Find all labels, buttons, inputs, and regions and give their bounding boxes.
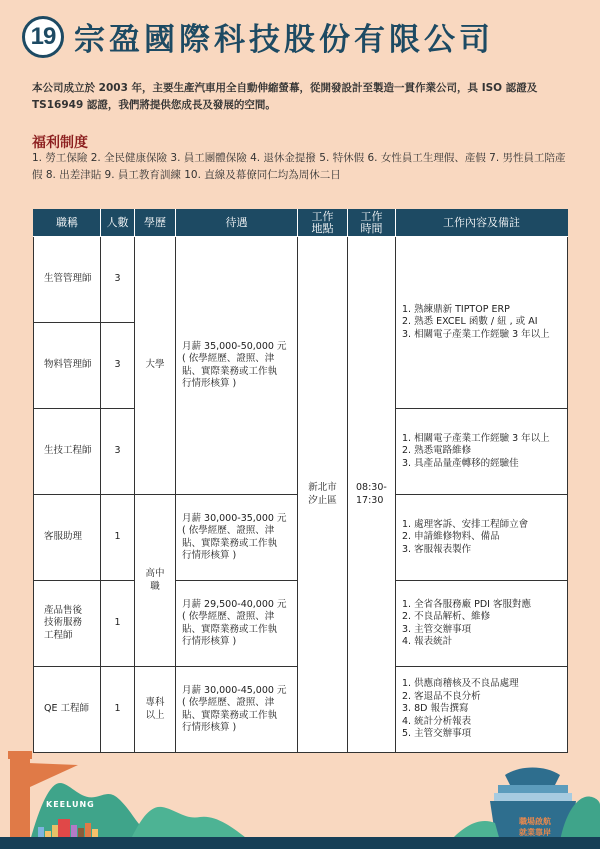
- description-line: 5. 主管交辦事項: [402, 728, 472, 740]
- ship-slogan-l1: 職場啟航: [519, 817, 551, 826]
- header-salary: 待遇: [176, 209, 298, 237]
- header-title: 職稱: [34, 209, 101, 237]
- salary-note: 行情形核算 ): [182, 550, 237, 561]
- salary-note: 行情形核算 ): [182, 636, 237, 647]
- salary-amount: 月薪 35,000-50,000 元: [182, 340, 287, 352]
- job-count: 3: [101, 237, 135, 323]
- salary-cell: [176, 237, 298, 495]
- job-title: 客服助理: [34, 495, 101, 581]
- salary-cell: [176, 667, 298, 753]
- page-header: [22, 14, 494, 59]
- location-l2: 汐止區: [308, 494, 337, 506]
- description-line: 3. 8D 報告撰寫: [402, 703, 469, 715]
- ship-slogan: [505, 816, 565, 838]
- education-l1: 專科: [145, 697, 165, 708]
- description-line: 2. 不良品解析、維修: [402, 611, 491, 622]
- company-number-badge: 19: [22, 16, 64, 58]
- salary-note: ( 依學經歷、證照、津: [182, 525, 275, 536]
- education-cell: [135, 667, 176, 753]
- description-line: 1. 處理客訴、安排工程師立會: [402, 518, 529, 530]
- description-line: 2. 申請維修物料、備品: [402, 531, 500, 543]
- salary-cell: [176, 581, 298, 667]
- job-title: 物料管理師: [34, 323, 101, 409]
- description-cell: [396, 581, 568, 667]
- description-cell: [396, 495, 568, 581]
- hours-l1: 08:30-: [356, 482, 387, 493]
- salary-note: 貼、實際業務或工作執: [182, 623, 278, 635]
- header-location: [298, 209, 348, 237]
- salary-note: 貼、實際業務或工作執: [182, 537, 278, 549]
- salary-amount: 月薪 30,000-45,000 元: [182, 684, 287, 696]
- job-title: [34, 581, 101, 667]
- job-count: 1: [101, 495, 135, 581]
- welfare-title: 福利制度: [32, 135, 88, 151]
- ship-slogan-l2: 就業靠岸: [519, 828, 551, 837]
- education-cell: 大學: [135, 237, 176, 495]
- salary-note: ( 依學經歷、證照、津: [182, 611, 275, 622]
- jobs-table: [33, 209, 568, 753]
- description-cell: [396, 409, 568, 495]
- header-hours-l2: 時間: [360, 221, 383, 235]
- footer-bar: [0, 837, 600, 849]
- table-header-row: [34, 209, 568, 237]
- description-line: 1. 全省各服務廠 PDI 客服對應: [402, 598, 531, 610]
- description-line: 4. 統計分析報表: [402, 715, 472, 727]
- location-cell: [298, 237, 348, 753]
- description-line: 3. 客服報表製作: [402, 543, 472, 555]
- salary-note: ( 依學經歷、證照、津: [182, 353, 275, 364]
- job-title-l1: 產品售後: [44, 604, 83, 616]
- salary-cell: [176, 495, 298, 581]
- description-line: 1. 供應商稽核及不良品處理: [402, 678, 519, 690]
- description-cell: [396, 667, 568, 753]
- header-hours-l1: 工作: [360, 209, 383, 223]
- description-line: 1. 熟練鼎新 TIPTOP ERP: [402, 303, 510, 315]
- company-name: 宗盈國際科技股份有限公司: [74, 22, 494, 58]
- description-line: 1. 相關電子產業工作經驗 3 年以上: [402, 432, 550, 444]
- header-hours: [348, 209, 396, 237]
- description-line: 2. 熟悉電路維修: [402, 445, 472, 457]
- salary-note: 行情形核算 ): [182, 378, 237, 389]
- education-l2: 職: [150, 580, 160, 592]
- description-line: 2. 客退品不良分析: [402, 690, 481, 702]
- salary-note: 貼、實際業務或工作執: [182, 365, 278, 377]
- job-title-l3: 工程師: [44, 629, 73, 641]
- job-title: QE 工程師: [34, 667, 101, 753]
- description-line: 3. 具產品量產轉移的經驗佳: [402, 457, 519, 469]
- description-cell: [396, 237, 568, 409]
- welfare-text: 1. 勞工保險 2. 全民健康保險 3. 員工團體保險 4. 退休金提撥 5. 特休假 6. 女性員工生理假、產假 7. 男性員工陪產假 8. 出差津貼 9. 員工教育訓練 10. 直線及幕僚同仁均為周休二日: [32, 152, 566, 181]
- hours-l2: 17:30: [356, 494, 384, 506]
- keelung-label: KEELUNG: [46, 800, 95, 809]
- header-location-l2: 地點: [311, 221, 334, 235]
- salary-amount: 月薪 29,500-40,000 元: [182, 598, 287, 610]
- salary-note: ( 依學經歷、證照、津: [182, 697, 275, 708]
- company-intro: 本公司成立於 2003 年，主要生產汽車用全自動伸縮螢幕，從開發設計至製造一貫作業公司，具 ISO 認證及 TS16949 認證，我們將提供您成長及發展的空間。: [32, 82, 538, 111]
- job-title: 生技工程師: [34, 409, 101, 495]
- header-education: 學歷: [135, 209, 176, 237]
- description-line: 2. 熟悉 EXCEL 函數 / 紐 , 或 AI: [402, 316, 538, 328]
- education-l1: 高中: [145, 568, 165, 579]
- table-row: [34, 237, 568, 323]
- description-line: 4. 報表統計: [402, 636, 453, 647]
- header-location-l1: 工作: [311, 209, 334, 223]
- job-count: 3: [101, 323, 135, 409]
- hours-cell: [348, 237, 396, 753]
- header-count: 人數: [101, 209, 135, 237]
- location-l1: 新北市: [308, 482, 337, 493]
- salary-amount: 月薪 30,000-35,000 元: [182, 512, 287, 524]
- job-count: 3: [101, 409, 135, 495]
- education-l2: 以上: [145, 709, 165, 721]
- job-count: 1: [101, 667, 135, 753]
- salary-note: 行情形核算 ): [182, 722, 237, 733]
- salary-note: 貼、實際業務或工作執: [182, 709, 278, 721]
- header-description: 工作內容及備註: [396, 209, 568, 237]
- education-cell: [135, 495, 176, 667]
- description-line: 3. 相關電子產業工作經驗 3 年以上: [402, 328, 550, 340]
- description-line: 3. 主管交辦事項: [402, 623, 472, 635]
- job-title-l2: 技術服務: [44, 617, 83, 629]
- job-count: 1: [101, 581, 135, 667]
- job-title: 生管管理師: [34, 237, 101, 323]
